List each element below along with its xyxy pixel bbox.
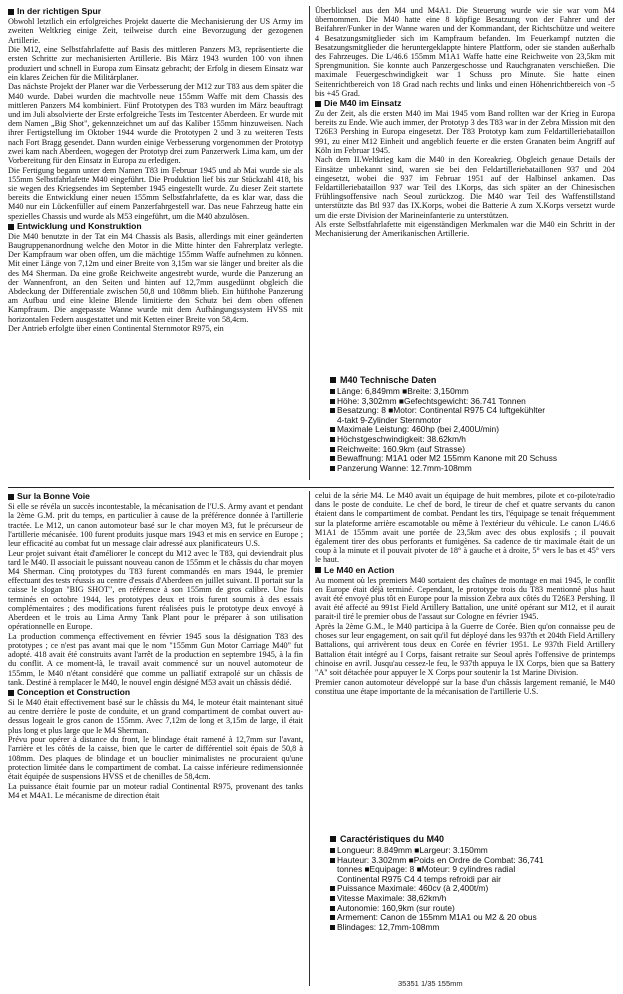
section-heading [8,492,303,502]
spec-text: 4-takt 9-Zylinder Sternmotor [337,415,442,426]
paragraph: Leur projet suivant était d'améliorer le concept du M12 avec le T83, qui deviendrait plus tard le M40. Il associait le puissant nouveau canon de 155mm et le châssis du char moyen M4 Sherman. Cinq prototypes du T83 furent commandés en mars 1944, le premier effectuant des tests réussis au centre d'essais d'Aberdeen en juillet suivant. Il portait sur la caisse le slogan "BIG SHOT", en référence à son 155mm de gros calibre. Une fois terminés en octobre 1944, les prototypes deux et trois furent soumis à des essais complémentaires ; des modifications furent réalisées puis le prototype deux envoyé à Aberdeen et le trois au Lima Army Tank Plant pour le préparer à son utilisation opérationnelle en Europe. [8,548,303,632]
square-bullet-icon [330,915,335,920]
spec-text: Armement: Canon de 155mm M1A1 ou M2 & 20 obus [337,912,537,923]
section-heading [8,688,303,698]
square-bullet-icon [330,836,336,842]
german-specs-list [330,387,615,474]
spec-text: Panzerung Wanne: 12.7mm-108mm [337,463,472,474]
paragraph: La production commença effectivement en février 1945 sous la désignation T83 des prototypes ; ce n'est pas avant mai que le nom "155mm Gun Motor Carriage M40" fut adopté. 418 avait été construits avant l'arrêt de la production en septembre 1945, à la fin du conflit. A ce moment-là, le travail avait commencé sur un nouvel automoteur de 155mm, le M40 n'étant considéré que comme un palliatif extrapolé sur un châssis de tank. Destiné à remplacer le M40, le nouvel engin désigné M53 avait un châssis dédié. [8,631,303,687]
section-heading-text: Conception et Construction [17,686,131,697]
square-bullet-icon [330,408,335,413]
french-specs-list [330,846,615,932]
square-bullet-icon [330,399,335,404]
square-bullet-icon [330,886,335,891]
section-heading-text: Entwicklung und Konstruktion [17,220,142,231]
spec-text: Höchstgeschwindigkeit: 38.62km/h [337,434,466,445]
spec-text: Continental R975 C4 4 temps refroidi par air [337,873,501,884]
square-bullet-icon [315,101,321,107]
section-heading-text: Sur la Bonne Voie [17,491,90,501]
paragraph: Als erste Selbstfahrlafette mit eigenständigen Merkmalen war die M40 ein Schritt in der Mechanisierung der Amerikanischen Artillerie. [315,220,615,239]
paragraph: La puissance était fournie par un moteur radial Continental R975, provenant des tanks M4 et M4A1. Le mécanisme de direction était [8,781,303,800]
section-heading [8,7,303,17]
square-bullet-icon [330,896,335,901]
spec-text: Höhe: 3,302mm ■Gefechtsgewicht: 36.741 Tonnen [337,395,526,406]
german-specs-box [330,375,615,485]
paragraph: Die M12, eine Selbstfahrlafette auf Basis des mittleren Panzers M3, repräsentierte die ersten Schritte zur mechanisierten Artillerie. Bis März 1943 wurden 100 von ihnen produziert und schnell in Europa zum Einsatz gebracht; der Erfolg in diesem Einsatz war ein klares Zeichen für die Militärplaner. [8,45,303,82]
german-specs-heading [330,375,615,385]
french-right-column [315,491,615,826]
section-heading-text: Die M40 im Einsatz [324,97,402,108]
language-divider [8,487,614,488]
spec-text: Blindages: 12,7mm-108mm [337,921,440,932]
square-bullet-icon [330,925,335,930]
german-right-column [315,6,615,371]
spec-text: Longueur: 8.849mm ■Largeur: 3.150mm [337,845,488,856]
section-heading-text: In der richtigen Spur [17,6,102,16]
german-left-column [8,6,303,481]
spec-line [330,923,615,933]
paragraph: Nach dem II.Weltkrieg kam die M40 in den Koreakrieg. Obgleich genaue Details der Einsätze unbekannt sind, waren sie bei den Feldartilleriebataillonen 937 und 204 eingesetzt, wobei die 937 im Februar 1951 auf der Halbinsel ankamen. Das Feldartilleriebataillon 937 war Teil des I.Korps, das sich später an der Chinesischen Frühlingsoffensive nach Seoul zurückzog. Die M40 war Teil des Waffenstillstand unterstützte das Btl 937 das IX.Korps, wobei die Batterie A zum X.Korps versetzt wurde um die erste Division der Marineinfanterie zu unterstützen. [315,155,615,220]
paragraph: Si elle se révéla un succès incontestable, la mécanisation de l'U.S. Army avant et pendant la 2ème G.M. prit du temps, en particulier à cause de la préférence donnée à l'artillerie tractée. Le M12, un canon automoteur basé sur le char moyen M3, fut le précurseur de l'artillerie mécanisée. 100 furent produits jusque mars 1943 et mis en service en Europe ; leur efficacité au combat fut un message clair adressé aux planificateurs U.S. [8,502,303,548]
paragraph: celui de la série M4. Le M40 avait un équipage de huit membres, pilote et co-pilote/radio dans le poste de conduite. Le chef de bord, le tireur de chef et quatre servants du canon étaient dans le compartiment de combat. Pendant les tirs, l'équipage se tenait fréquemment sur la plateforme arrière escamotable ou même à l'extérieur du véhicule. Le canon L/46.6 M1A1 de 155mm avait une portée de 23,5km avec des obus explosifs ; il pouvait également tirer des obus perforants et fumigènes. Sa cadence de tir maximale était de un coup à la minute et il pouvait pivoter de 18° à gauche et à droite, 5° vers le bas et 45° vers le haut. [315,491,615,565]
square-bullet-icon [8,690,14,696]
spec-text: Hauteur: 3.302mm ■Poids en Ordre de Combat: 36,741 [337,854,544,865]
paragraph: Die Fertigung begann unter dem Namen T83 im Februar 1945 und ab Mai wurde sie als 155mm Selbstfahrlafette M40 eingeführt. Die Produktion lief bis zur Stückzahl 418, bis sie wegen des Kriegsendes im September 1945 eingestellt wurde. Zu dieser Zeit startete bereits die Entwicklung einer neuen 155mm Selbstfahrlafette, da es klar war, dass die M40 nur ein Lückenfüller auf einem Panzerfahrgestell war. Das neue Fahrzeug hatte ein spezielles Chassis und wurde als M53 eingeführt, um die M40 abzulösen. [8,165,303,221]
paragraph: Zu der Zeit, als die ersten M40 im Mai 1945 vom Band rollten war der Krieg in Europa bereits zu Ende. Wie auch immer, der Prototyp 3 des T83 war in der Zebra Mission mit den T26E3 Pershing in Europa eingesetzt. Der T83 Prototyp kam zum Feldartilleriebataillon 991, zu einer M12 Einheit und angeblich feuerte er die ersten Granaten beim Angriff auf Köln im Februar 1945. [315,109,615,155]
square-bullet-icon [330,377,336,383]
square-bullet-icon [330,427,335,432]
spec-text: Bewaffnung: M1A1 oder M2 155mm Kanone mit 20 Schuss [337,453,558,464]
spec-text: tonnes ■Equipage: 8 ■Moteur: 9 cylindres radial [337,864,516,875]
paragraph: Prévu pour opérer à distance du front, le blindage était ramené à 12,7mm sur l'avant, l'arrière et les côtés de la caisse, bien que le carter de différentiel soit épais de 50,8 à 108mm. Des plaques de blindage et un bouclier minimalistes ne procuraient qu'une protection limitée dans le compartiment de combat. La caisse inférieure redimensionnée était équipée de suspensions HVSS et de chenilles de 58,4cm. [8,735,303,781]
paragraph: Au moment où les premiers M40 sortaient des chaînes de montage en mai 1945, le conflit en Europe était déjà terminé. Cependant, le prototype trois du T83 mentionné plus haut avait été envoyé plus tôt en Europe pour la mission Zebra aux côtés du T26E3 Pershing. Il avait été affecté au 991st Field Artillery Battalion, une unité opérant sur M12, et il aurait parait-il tiré le premier obus de l'assaut sur Cologne en février 1945. [315,575,615,622]
section-heading [315,99,615,109]
square-bullet-icon [330,447,335,452]
square-bullet-icon [8,9,14,15]
spec-text: Puissance Maximale: 460cv (à 2,400t/m) [337,883,489,894]
paragraph: Das nächste Projekt der Planer war die Verbesserung der M12 zur T83 aus dem später die M40 wurde. Dabei wurden die machtvolle neue 155mm Waffe mit dem Chassis des mittleren Panzers M4 kombiniert. Fünf Prototypen des T83 wurden im März beauftragt und im Juli absolvierte der Erste erfolgreiche Tests im Testcenter Aberdeen. Er wurde mit dem Namen „Big Shot", gekennzeichnet um auf das Kaliber 155mm hinzuweisen. Nach ihrer Fertigstellung im Oktober 1944 wurde die Prototypen 2 und 3 zu weiteren Tests nach Fort Bragg gesendet. Dann wurden einige Verbesserung vorgenommen der Prototyp zwei kam nach Aberdeen, wogegen der Prototyp drei zum Panzerwerk Lima kam, um der Vorbereitung für den Einsatz in Europa zu erledigen. [8,82,303,165]
spec-line [330,464,615,474]
spec-text: Besatzung: 8 ■Motor: Continental R975 C4 luftgekühlter [337,405,546,416]
spec-text: Autonomie: 160,9km (sur route) [337,902,455,913]
square-bullet-icon [8,494,14,500]
square-bullet-icon [330,858,335,863]
square-bullet-icon [330,466,335,471]
column-divider [309,491,310,986]
paragraph: Die M40 benutzte in der Tat ein M4 Chassis als Basis, allerdings mit einer geänderten Baugruppenanordnung welche den Motor in die Mitte hinter den Fahrerplatz verlegte. Der Kampfraum war oben offen, um die mächtige 155mm Waffe aufnehmen zu können. Mit einer Länge von 7,12m und einer Breite von 3,15m war sie länger und breiter als die des M4 Sherman. Da eine große Reichweite angestrebt wurde, wurde die Panzerung an der Wannenfront, an den Seiten und hinten auf 12,7mm ausgedünnt obgleich die Abdeckung der Differentiale zwischen 50,8 und 108mm blieb. Ein hüfthohe Panzerung am Aufbau und eine kleine Blende limitierte den Schutz bei dem oben offenen Kampfraum. Die angepasste Wanne wurde mit dem Aufhängungssystem HVSS mit horizontalen Federn ausgestattet und mit Ketten einer Breite von 58,4cm. [8,231,303,324]
spec-text: Reichweite: 160.9km (auf Strasse) [337,443,466,454]
square-bullet-icon [330,456,335,461]
section-heading [315,566,615,576]
spec-text: Maximale Leistung: 460hp (bei 2,400U/min) [337,424,500,435]
french-specs-box [330,834,615,979]
spec-text: Länge: 6,849mm ■Breite: 3,150mm [337,386,469,397]
square-bullet-icon [8,224,14,230]
square-bullet-icon [330,389,335,394]
square-bullet-icon [330,437,335,442]
paragraph: Der Antrieb erfolgte über einen Continental Sternmotor R975, ein [8,324,224,334]
spec-text: Vitesse Maximale: 38,62km/h [337,892,447,903]
paragraph: Überblicksel aus den M4 und M4A1. Die Steuerung wurde wie sie war vom M4 übernommen. Die M40 hatte eine 8 köpfige Besatzung von der Fahrer und der Beifahrer/Funker in der Wanne waren und der Kommandant, der Richtschütze und weitere 4 Besatzungsmitglieder sich im Kampfraum befanden. Im Feuerkampf nutzten die Besatzungsmitglieder die heruntergeklappte hintere Plattform, oder sie standen außerhalb des Fahrzeuges. Die L/46.6 155mm M1A1 Waffe hatte eine Reichweite von 23,5km mit Sprengmunition. Sie konnte auch Panzergeschosse und Rauchgranaten verschießen. Die maximale Feuergeschwindigkeit war 1 Schuss pro Minute. Sie hatte einen Seitenrichtbereich von 18 Grad nach rechts und links und einen Höhenrichtbereich von -5 bis +45 Grad. [315,6,615,98]
french-specs-title: Caractéristiques du M40 [340,834,445,844]
column-divider [309,6,310,480]
section-heading [8,222,303,232]
french-specs-heading [330,834,615,844]
square-bullet-icon [330,906,335,911]
paragraph: Si le M40 était effectivement basé sur le châssis du M4, le moteur était maintenant situé au centre derrière le poste de conduite, et un grand compartiment de combat ouvert au-dessus logeait le gros canon de 155mm. Avec 7,12m de long et 3,15m de large, il était plus long et plus large que le M4 Sherman. [8,698,303,735]
german-specs-title: M40 Technische Daten [340,375,437,385]
paragraph: Obwohl letztlich ein erfolgreiches Projekt dauerte die Mechanisierung der US Army im zweiten Weltkrieg einige Zeit, teilweise durch eine Bevorzugung der gezogenen Artillerie. [8,17,303,45]
paragraph: Après la 2ème G.M., le M40 participa à la Guerre de Corée. Bien qu'on connaisse peu de choses sur leur engagement, on sait qu'il fut déployé dans les 937th et 204th Field Artillery Battalions, qui arrivèrent tous deux en Corée en février 1951. Le 937th Field Artillery Battalion était intégré au I Corps, faisant retraite sur Seoul après l'offensive de printemps chinoise en avril. Jusqu'au cessez-le feu, le 937th appuya le IX Corps, bien que sa Battery "A" soit détachée pour appuyer le X Corps pour soutenir la 1st Marine Division. [315,622,615,677]
square-bullet-icon [330,848,335,853]
french-left-column [8,491,303,991]
square-bullet-icon [315,567,321,573]
section-heading-text: Le M40 en Action [324,564,395,575]
paragraph: Premier canon automoteur développé sur la base d'un châssis largement remanié, le M40 constitua une étape importante de la mécanisation de l'artillerie U.S. [315,677,615,696]
page-footer: 35351 1/35 155mm [398,979,463,988]
